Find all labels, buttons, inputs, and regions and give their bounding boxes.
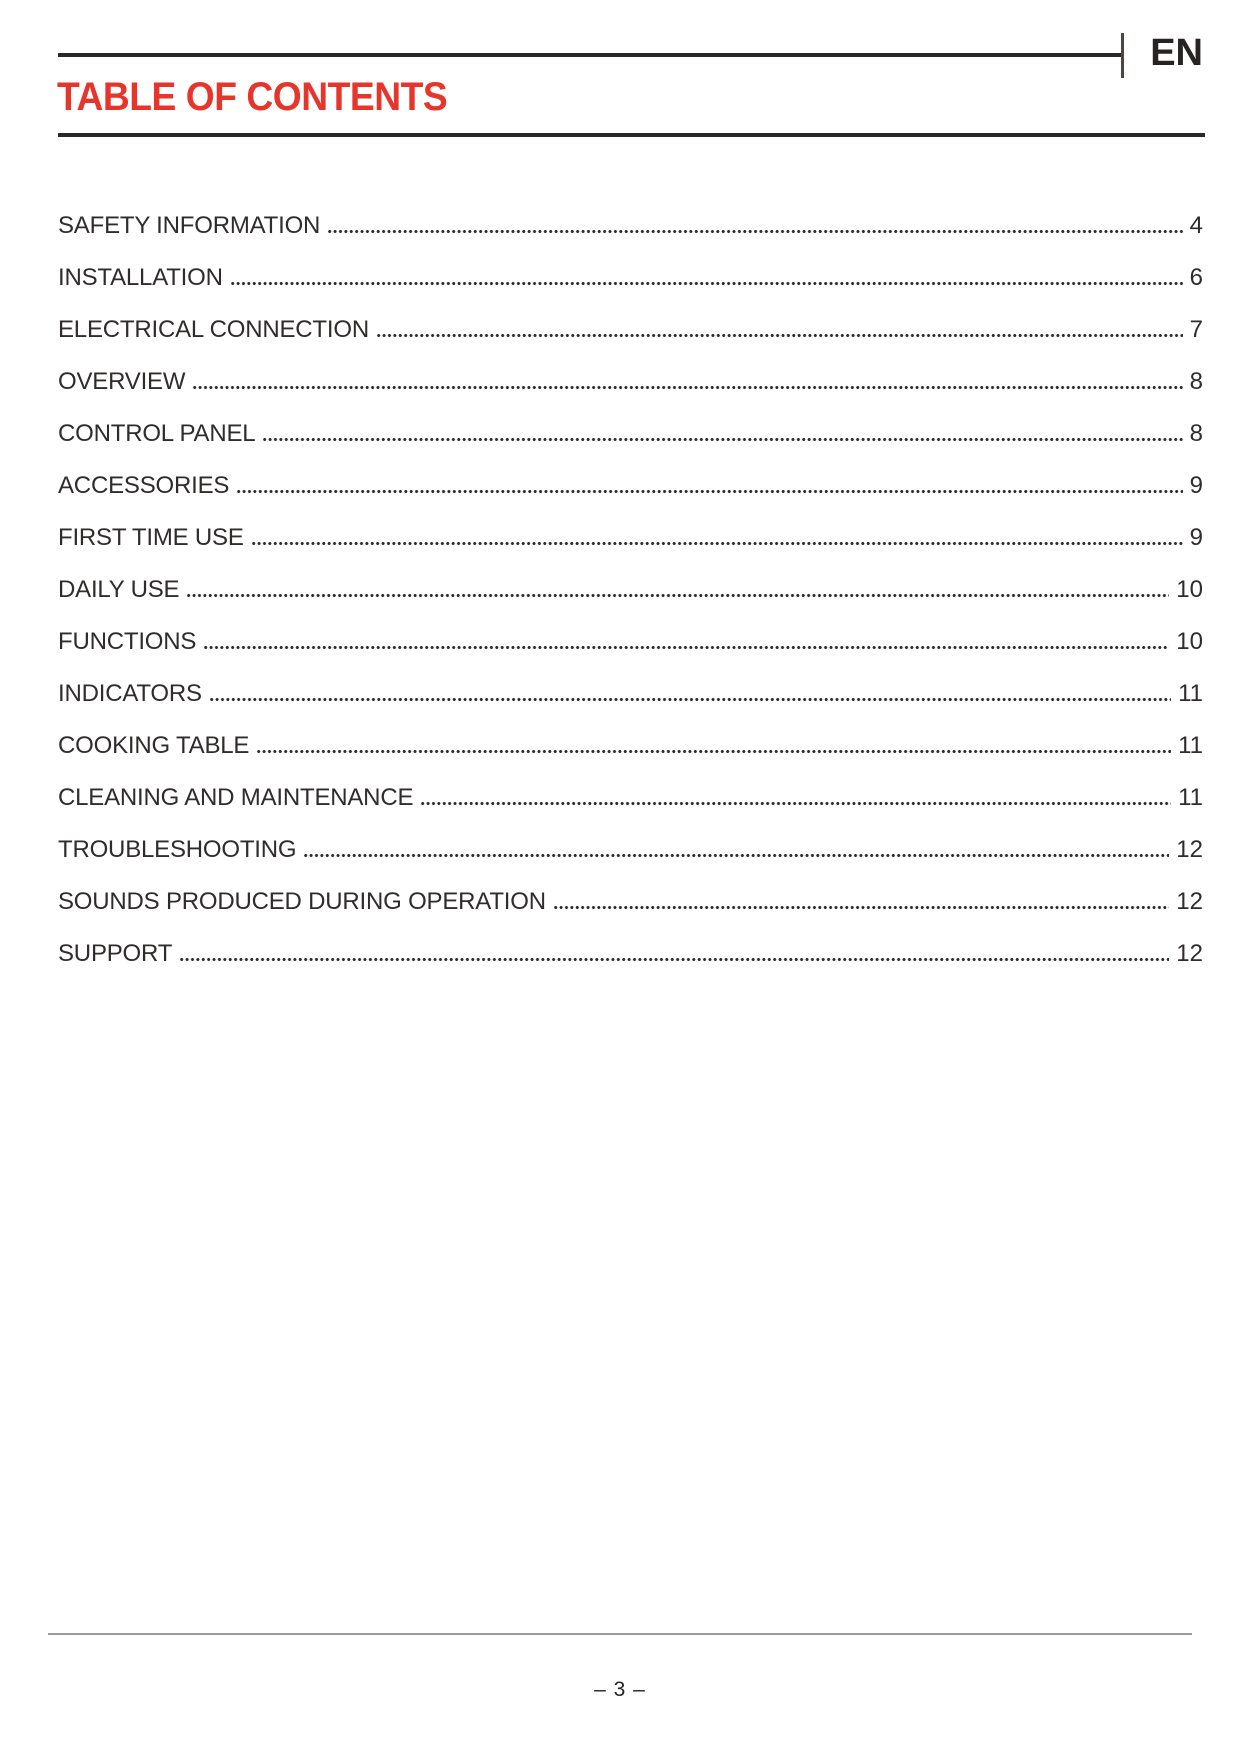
- dot-leader: [203, 640, 1169, 650]
- toc-entry-label: ACCESSORIES: [58, 471, 230, 499]
- dot-leader: [230, 276, 1183, 286]
- dot-leader: [303, 848, 1169, 858]
- toc-entry[interactable]: [58, 654, 1203, 706]
- toc-entry-page-number: 11: [1178, 679, 1203, 707]
- toc-entry-page-number: 12: [1176, 835, 1203, 863]
- language-tag: EN: [1150, 32, 1203, 74]
- page-title: TABLE OF CONTENTS: [57, 75, 448, 119]
- toc-entry-page-number: 11: [1178, 731, 1203, 759]
- toc-entry-label: SOUNDS PRODUCED DURING OPERATION: [58, 887, 546, 915]
- table-of-contents: [58, 186, 1203, 966]
- toc-entry[interactable]: [58, 186, 1203, 238]
- footer-page-number: – 3 –: [594, 1678, 646, 1701]
- toc-entry-label: SAFETY INFORMATION: [58, 211, 321, 239]
- toc-entry[interactable]: [58, 550, 1203, 602]
- toc-entry[interactable]: [58, 862, 1203, 914]
- dot-leader: [420, 796, 1171, 806]
- header-rule-end-tick: [1121, 33, 1124, 78]
- footer-rule: [48, 1633, 1192, 1635]
- toc-entry[interactable]: [58, 446, 1203, 498]
- toc-entry-label: DAILY USE: [58, 575, 180, 603]
- toc-entry-label: INSTALLATION: [58, 263, 223, 291]
- toc-entry[interactable]: [58, 498, 1203, 550]
- title-underline: [58, 133, 1205, 137]
- toc-entry-label: FIRST TIME USE: [58, 523, 244, 551]
- dot-leader: [192, 380, 1182, 390]
- toc-entry-label: INDICATORS: [58, 679, 202, 707]
- toc-entry-page-number: 12: [1176, 939, 1203, 967]
- toc-entry[interactable]: [58, 758, 1203, 810]
- toc-entry-page-number: 9: [1189, 471, 1203, 499]
- toc-entry-page-number: 7: [1189, 315, 1203, 343]
- toc-entry[interactable]: [58, 810, 1203, 862]
- dot-leader: [327, 224, 1182, 234]
- toc-entry-page-number: 10: [1176, 575, 1203, 603]
- toc-entry-label: ELECTRICAL CONNECTION: [58, 315, 369, 343]
- toc-entry[interactable]: [58, 342, 1203, 394]
- toc-entry-page-number: 4: [1189, 211, 1203, 239]
- toc-entry-label: FUNCTIONS: [58, 627, 197, 655]
- toc-entry-label: CLEANING AND MAINTENANCE: [58, 783, 414, 811]
- dot-leader: [186, 588, 1169, 598]
- dot-leader: [251, 536, 1183, 546]
- toc-entry[interactable]: [58, 602, 1203, 654]
- dot-leader: [262, 432, 1182, 442]
- dot-leader: [179, 952, 1169, 962]
- dot-leader: [256, 744, 1171, 754]
- dot-leader: [553, 900, 1169, 910]
- toc-entry-label: OVERVIEW: [58, 367, 186, 395]
- toc-entry-page-number: 8: [1189, 367, 1203, 395]
- dot-leader: [236, 484, 1182, 494]
- toc-entry-label: CONTROL PANEL: [58, 419, 256, 447]
- toc-entry-page-number: 9: [1189, 523, 1203, 551]
- toc-entry[interactable]: [58, 914, 1203, 966]
- toc-entry[interactable]: [58, 290, 1203, 342]
- toc-entry[interactable]: [58, 394, 1203, 446]
- header-rule: [58, 53, 1122, 57]
- toc-entry[interactable]: [58, 706, 1203, 758]
- toc-entry-page-number: 6: [1189, 263, 1203, 291]
- toc-entry-label: TROUBLESHOOTING: [58, 835, 297, 863]
- toc-entry-page-number: 11: [1178, 783, 1203, 811]
- toc-entry-page-number: 10: [1176, 627, 1203, 655]
- dot-leader: [376, 328, 1183, 338]
- toc-entry-page-number: 12: [1176, 887, 1203, 915]
- toc-entry[interactable]: [58, 238, 1203, 290]
- toc-entry-label: SUPPORT: [58, 939, 173, 967]
- toc-entry-label: COOKING TABLE: [58, 731, 250, 759]
- dot-leader: [209, 692, 1171, 702]
- toc-entry-page-number: 8: [1189, 419, 1203, 447]
